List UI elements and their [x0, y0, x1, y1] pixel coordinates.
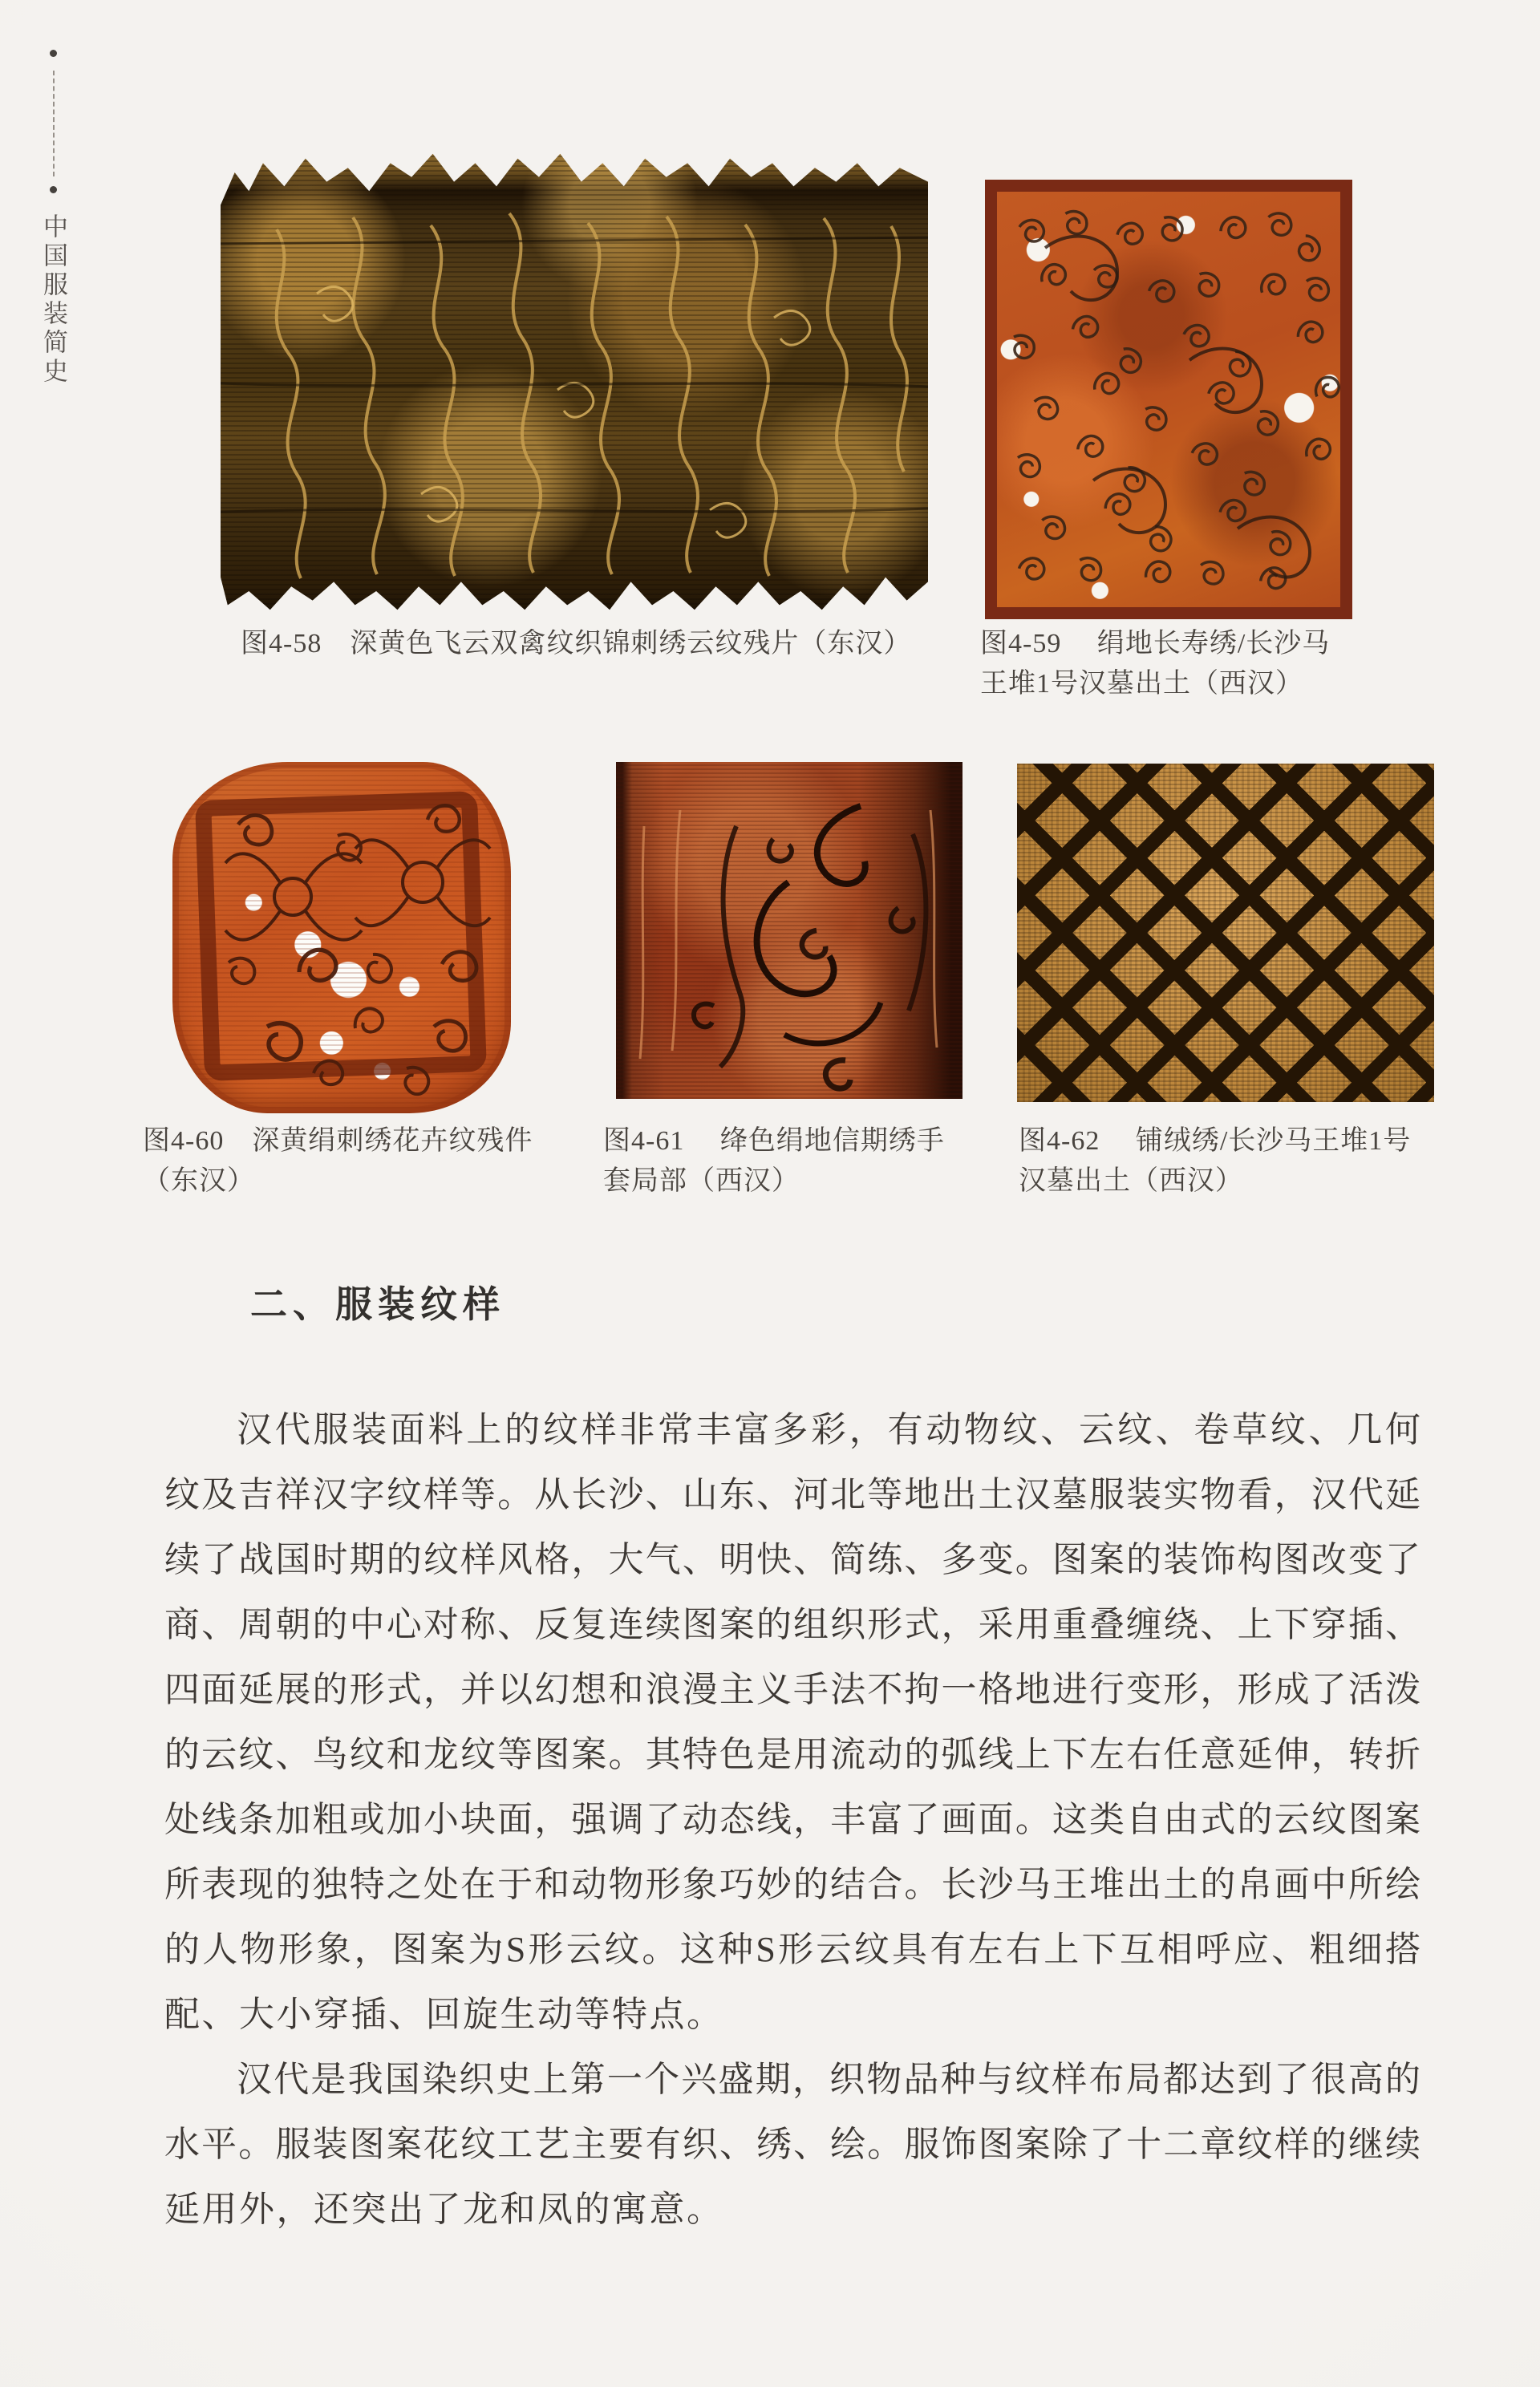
figure-4-59-photo-embroidered-silk	[985, 180, 1352, 619]
margin-dot-bottom	[50, 186, 57, 193]
caption-line: （东汉）	[143, 1166, 255, 1196]
caption-line: 图4-60 深黄绢刺绣花卉纹残件	[143, 1126, 533, 1156]
figure-4-58-photo-textile-fragment	[221, 149, 928, 614]
figure-4-62-photo-diamond-lattice-textile	[1017, 764, 1434, 1102]
body-line: 的人物形象，图案为S形云纹。这种S形云纹具有左右上下互相呼应、粗细搭	[164, 1930, 1420, 1969]
embroidery-spiral-pattern-overlay	[997, 192, 1340, 607]
margin-vertical-rule	[53, 71, 55, 176]
body-line: 的云纹、鸟纹和龙纹等图案。其特色是用流动的弧线上下左右任意延伸，转折	[164, 1735, 1420, 1774]
caption-figure-4-61	[603, 1121, 945, 1202]
body-line: 处线条加粗或加小块面，强调了动态线，丰富了画面。这类自由式的云纹图案	[164, 1800, 1420, 1839]
textile-swirl-pattern-overlay	[221, 149, 928, 614]
caption-figure-4-59	[980, 624, 1330, 704]
caption-line: 图4-61 绛色绢地信期绣手	[603, 1126, 945, 1156]
margin-dot-top	[50, 50, 57, 57]
xinqi-embroidery-curl-overlay	[616, 762, 962, 1099]
caption-line: 图4-62 铺绒绣/长沙马王堆1号	[1019, 1126, 1412, 1156]
body-line: 所表现的独特之处在于和动物形象巧妙的结合。长沙马王堆出土的帛画中所绘	[164, 1865, 1420, 1904]
caption-line: 汉墓出土（西汉）	[1019, 1166, 1243, 1196]
caption-line: 图4-59 绢地长寿绣/长沙马	[980, 629, 1331, 659]
body-line: 四面延展的形式，并以幻想和浪漫主义手法不拘一格地进行变形，形成了活泼	[164, 1670, 1420, 1709]
figure-4-60-photo-embroidered-fragment	[172, 762, 511, 1113]
body-line: 延用外，还突出了龙和凤的寓意。	[164, 2190, 724, 2229]
caption-line: 王堆1号汉墓出土（西汉）	[980, 669, 1303, 699]
body-text	[164, 1397, 1420, 2242]
body-line: 汉代服装面料上的纹样非常丰富多彩，有动物纹、云纹、卷草纹、几何	[237, 1410, 1420, 1449]
body-line: 配、大小穿插、回旋生动等特点。	[164, 1995, 724, 2034]
caption-figure-4-60	[143, 1121, 533, 1202]
book-title-vertical: 中国服装简史	[39, 213, 67, 387]
caption-line: 图4-58 深黄色飞云双禽纹织锦刺绣云纹残片（东汉）	[241, 629, 912, 659]
caption-line: 套局部（西汉）	[603, 1166, 800, 1196]
body-line: 水平。服装图案花纹工艺主要有织、绣、绘。服饰图案除了十二章纹样的继续	[164, 2125, 1420, 2164]
caption-figure-4-62	[1019, 1121, 1411, 1202]
body-line: 续了战国时期的纹样风格，大气、明快、简练、多变。图案的装饰构图改变了	[164, 1540, 1420, 1579]
body-line: 纹及吉祥汉字纹样等。从长沙、山东、河北等地出土汉墓服装实物看，汉代延	[164, 1475, 1420, 1514]
floral-spiral-pattern-overlay	[172, 762, 511, 1113]
figure-4-61-photo-glove-detail	[616, 762, 962, 1099]
caption-figure-4-58	[241, 624, 911, 664]
body-line: 汉代是我国染织史上第一个兴盛期，织物品种与纹样布局都达到了很高的	[237, 2060, 1420, 2099]
body-line: 商、周朝的中心对称、反复连续图案的组织形式，采用重叠缠绕、上下穿插、	[164, 1605, 1420, 1644]
section-heading: 二、服装纹样	[250, 1284, 505, 1325]
